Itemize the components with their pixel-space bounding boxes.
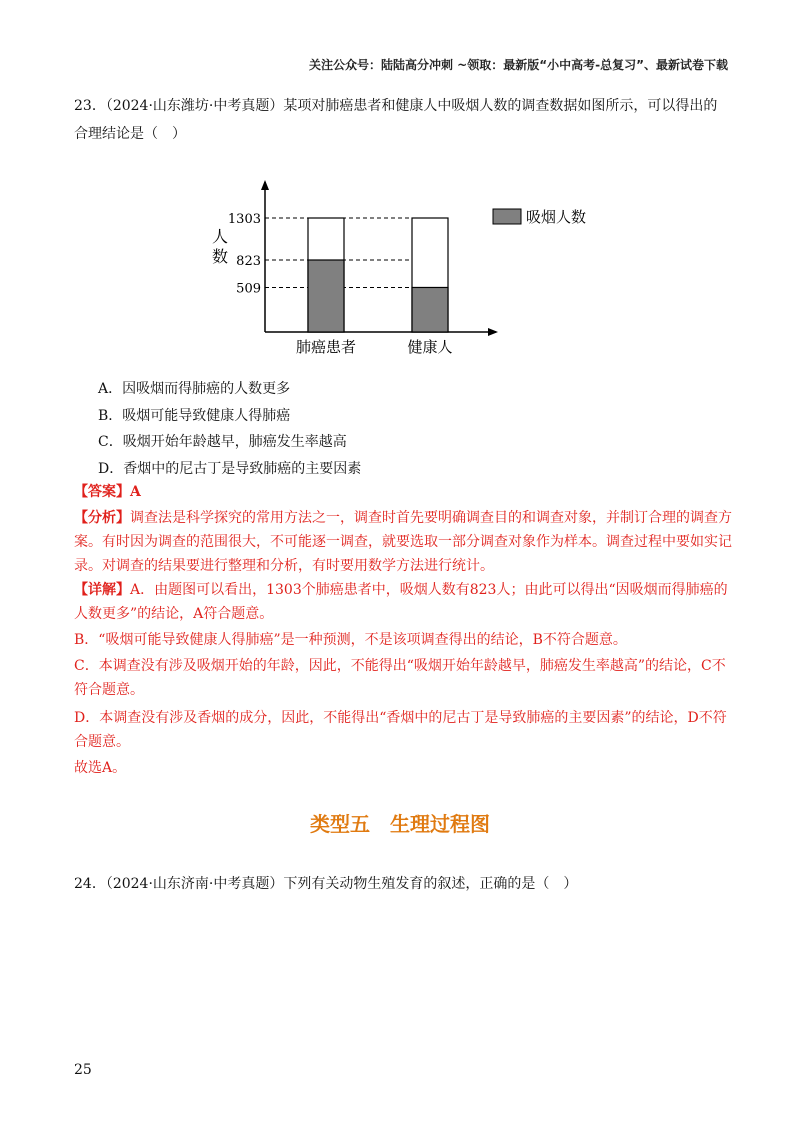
option-b: B．吸烟可能导致健康人得肺癌 [98,407,291,424]
answer-value: A [130,484,141,500]
page-number: 25 [74,1062,92,1078]
detail-d-text: D．本调查没有涉及香烟的成分，因此，不能得出“香烟中的尼古丁是导致肺癌的主要因素”的结论，D不符合题意。 [74,710,727,750]
detail-c-text: C．本调查没有涉及吸烟开始的年龄，因此，不能得出“吸烟开始年龄越早，肺癌发生率越高”的结论，C不符合题意。 [74,658,726,698]
legend-label: 吸烟人数 [526,208,587,226]
conclusion-text: 故选A。 [74,760,127,776]
answer-label: 【答案】 [74,484,130,500]
y-axis-arrow [261,180,269,190]
question-24-stem: 24．（2024·山东济南·中考真题）下列有关动物生殖发育的叙述，正确的是（ ） [74,876,578,892]
y-tick-label: 1303 [227,212,261,227]
answer-line [74,480,734,504]
option-d: D．香烟中的尼古丁是导致肺癌的主要因素 [98,460,362,477]
question-23-stem: 23．（2024·山东潍坊·中考真题）某项对肺癌患者和健康人中吸烟人数的调查数据如图所示，可以得出的合理结论是（ ） [74,98,718,142]
x-tick-label: 健康人 [407,338,453,356]
question-23-options [98,376,361,482]
y-axis-label: 数 [211,247,229,266]
analysis-text: 调查法是科学探究的常用方法之一，调查时首先要明确调查目的和调查对象，并制订合理的调查方案。有时因为调查的范围很大，不可能逐一调查，就要选取一部分调查对象作为样本。调查过程中要如实记录。对调查的结果要进行整理和分析，有时要用数学方法进行统计。 [74,510,732,574]
detail-b-text: B．“吸烟可能导致健康人得肺癌”是一种预测，不是该项调查得出的结论，B不符合题意。 [74,632,627,648]
section-title: 类型五 生理过程图 [310,812,490,836]
smoking-survey-chart [200,170,620,370]
x-axis-arrow [488,328,498,336]
legend-swatch [493,209,521,224]
bar-smokers [308,260,344,332]
option-c: C．吸烟开始年龄越早，肺癌发生率越高 [98,434,347,450]
y-tick-label: 823 [236,253,261,269]
detail-a-text: A．由题图可以看出，1303个肺癌患者中，吸烟人数有823人；由此可以得出“因吸烟而得肺癌的人数更多”的结论，A符合题意。 [74,582,728,622]
detail-a-paragraph [74,578,734,626]
option-a: A．因吸烟而得肺癌的人数更多 [98,381,291,397]
y-axis-label: 人 [211,227,229,246]
detail-label: 【详解】 [74,582,130,598]
bar-smokers [412,287,448,332]
analysis-paragraph [74,506,734,578]
y-tick-label: 509 [236,281,261,297]
x-tick-label: 肺癌患者 [295,338,357,356]
analysis-label: 【分析】 [74,510,130,526]
page-header: 关注公众号：陆陆高分冲刺 ~领取：最新版“小中高考-总复习”、最新试卷下载 [309,58,728,72]
